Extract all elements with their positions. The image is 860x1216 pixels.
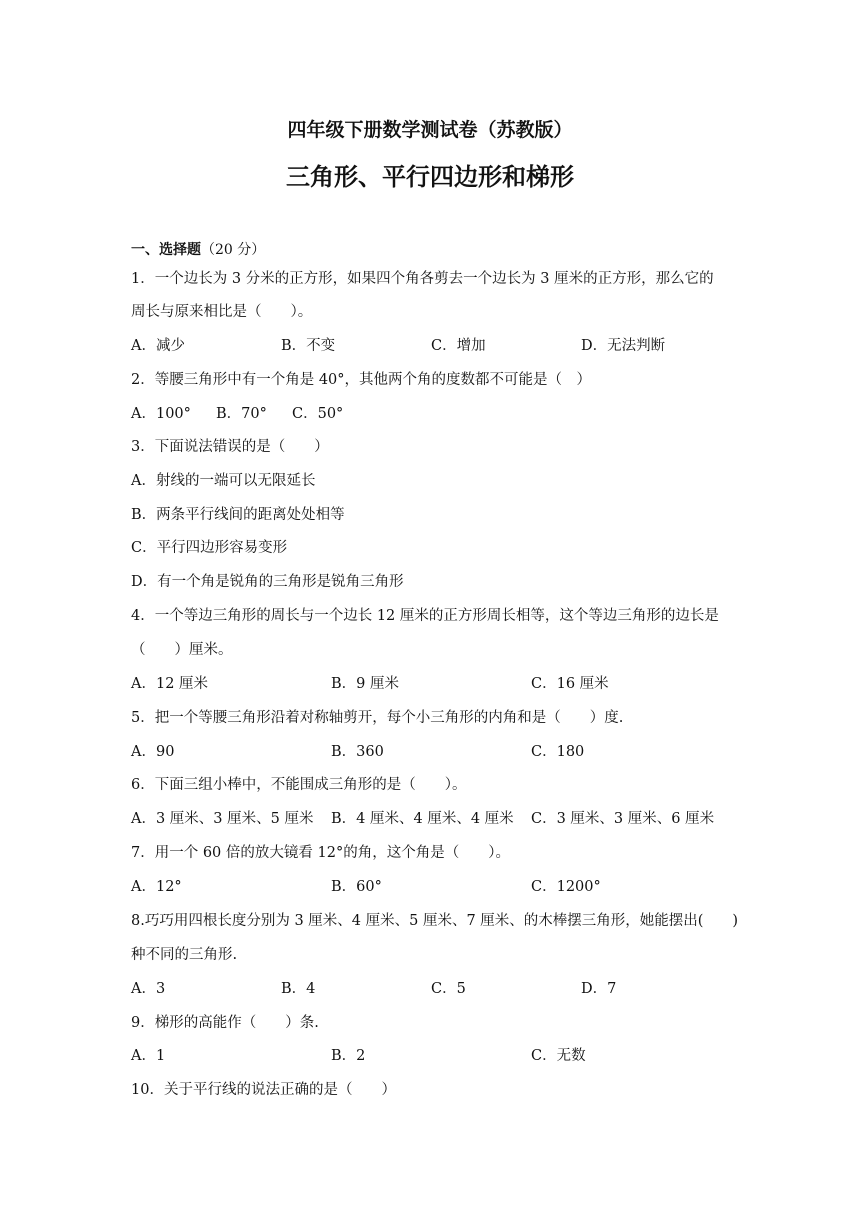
question-2-line-1: 2．等腰三角形中有一个角是 40°，其他两个角的度数都不可能是（ ） bbox=[131, 372, 592, 388]
question-8-option-b: B．4 bbox=[281, 981, 316, 997]
question-5-option-a: A．90 bbox=[131, 744, 175, 760]
question-2-option-c: C．50° bbox=[292, 406, 344, 422]
question-4-line-1: 4．一个等边三角形的周长与一个边长 12 厘米的正方形周长相等，这个等边三角形的边长是 bbox=[131, 608, 719, 624]
section-score: （20 分） bbox=[201, 242, 266, 258]
question-8-option-d: D．7 bbox=[581, 981, 617, 997]
question-1-option-a: A．减少 bbox=[131, 338, 185, 354]
question-9-option-c: C．无数 bbox=[531, 1048, 586, 1064]
section-heading bbox=[131, 240, 265, 260]
question-6-line-1: 6．下面三组小棒中，不能围成三角形的是（ ）。 bbox=[131, 777, 467, 793]
question-6-option-c: C．3 厘米、3 厘米、6 厘米 bbox=[531, 811, 715, 827]
question-8-line-1: 8.巧巧用四根长度分别为 3 厘米、4 厘米、5 厘米、7 厘米、的木棒摆三角形，她能摆出( ) bbox=[131, 913, 739, 929]
question-1-option-b: B．不变 bbox=[281, 338, 336, 354]
question-3-option-a: A．射线的一端可以无限延长 bbox=[131, 473, 316, 489]
question-7-line-1: 7．用一个 60 倍的放大镜看 12°的角，这个角是（ ）。 bbox=[131, 845, 510, 861]
question-7-option-c: C．1200° bbox=[531, 879, 601, 895]
question-5-option-c: C．180 bbox=[531, 744, 585, 760]
question-8-option-a: A．3 bbox=[131, 981, 166, 997]
question-3-line-1: 3．下面说法错误的是（ ） bbox=[131, 439, 329, 455]
question-4-option-c: C．16 厘米 bbox=[531, 676, 609, 692]
exam-title: 四年级下册数学测试卷（苏教版） bbox=[287, 119, 573, 141]
question-8-line-2: 种不同的三角形. bbox=[131, 947, 238, 963]
question-9-option-b: B．2 bbox=[331, 1048, 366, 1064]
question-10-line-1: 10．关于平行线的说法正确的是（ ） bbox=[131, 1082, 396, 1098]
question-1-option-c: C．增加 bbox=[431, 338, 486, 354]
exam-subtitle: 三角形、平行四边形和梯形 bbox=[286, 163, 574, 191]
question-4-option-b: B．9 厘米 bbox=[331, 676, 399, 692]
question-8-option-c: C．5 bbox=[431, 981, 466, 997]
question-4-line-2: （ ）厘米。 bbox=[131, 642, 233, 658]
question-4-option-a: A．12 厘米 bbox=[131, 676, 209, 692]
question-9-option-a: A．1 bbox=[131, 1048, 166, 1064]
question-6-option-b: B．4 厘米、4 厘米、4 厘米 bbox=[331, 811, 514, 827]
question-7-option-a: A．12° bbox=[131, 879, 182, 895]
question-9-line-1: 9．梯形的高能作（ ）条. bbox=[131, 1015, 319, 1031]
question-1-line-1: 1．一个边长为 3 分米的正方形，如果四个角各剪去一个边长为 3 厘米的正方形，那么它的 bbox=[131, 271, 714, 287]
question-3-option-d: D．有一个角是锐角的三角形是锐角三角形 bbox=[131, 574, 404, 590]
question-5-line-1: 5．把一个等腰三角形沿着对称轴剪开，每个小三角形的内角和是（ ）度. bbox=[131, 710, 624, 726]
section-title: 一、选择题 bbox=[131, 242, 201, 258]
question-2-option-a: A．100° bbox=[131, 406, 191, 422]
question-1-line-2: 周长与原来相比是（ ）。 bbox=[131, 304, 313, 320]
question-2-option-b: B．70° bbox=[216, 406, 267, 422]
question-3-option-c: C．平行四边形容易变形 bbox=[131, 540, 288, 556]
question-7-option-b: B．60° bbox=[331, 879, 382, 895]
question-5-option-b: B．360 bbox=[331, 744, 384, 760]
question-1-option-d: D．无法判断 bbox=[581, 338, 666, 354]
question-6-option-a: A．3 厘米、3 厘米、5 厘米 bbox=[131, 811, 314, 827]
question-3-option-b: B．两条平行线间的距离处处相等 bbox=[131, 507, 345, 523]
